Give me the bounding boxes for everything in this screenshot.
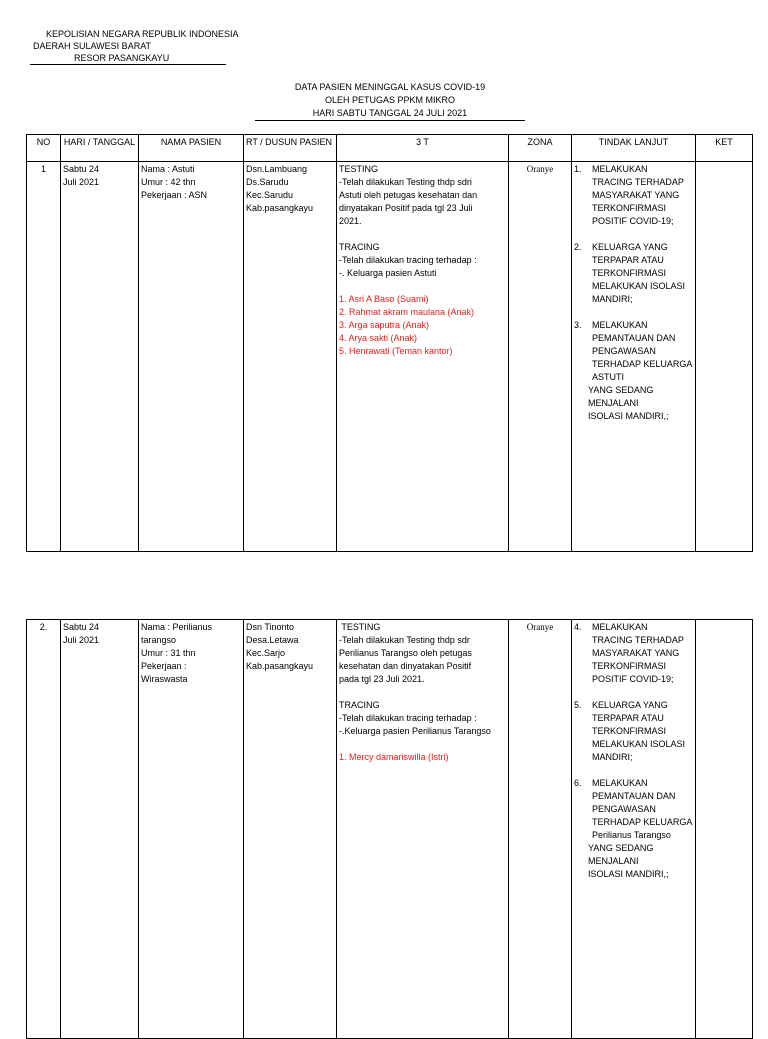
address-line: Kec.Sarudu	[246, 190, 294, 200]
testing-line: pada tgl 23 Juli 2021.	[339, 674, 425, 684]
row-date	[61, 620, 139, 1039]
row-zona: Oranye	[509, 620, 572, 1039]
action-line: MELAKUKAN ISOLASI	[592, 281, 686, 291]
date-line: Sabtu 24	[63, 164, 100, 174]
action-num: 6.	[574, 778, 582, 788]
date-line: Juli 2021	[63, 635, 100, 645]
action-line: TERKONFIRMASI	[592, 726, 667, 736]
action-line: TERPAPAR ATAU	[592, 255, 664, 265]
row-date	[61, 162, 139, 552]
action-line: MELAKUKAN	[592, 320, 648, 330]
row-action	[572, 620, 696, 1039]
action-line: KELUARGA YANG	[592, 700, 668, 710]
table-row	[27, 162, 753, 552]
action-list	[574, 163, 693, 384]
testing-line: -Telah dilakukan Testing thdp sdri	[339, 177, 472, 187]
row-patient	[139, 162, 244, 552]
address-line: Dsn Tinonto	[246, 622, 295, 632]
action-line: MELAKUKAN	[592, 164, 648, 174]
patient-line: Pekerjaan : ASN	[141, 190, 208, 200]
table-header-row	[27, 135, 753, 162]
action-item	[574, 163, 693, 228]
action-line: MASYARAKAT YANG	[592, 648, 680, 658]
action-item	[574, 699, 693, 764]
date-line: Sabtu 24	[63, 622, 100, 632]
address-line: Dsn.Lambuang	[246, 164, 308, 174]
patient-line: Nama : Astuti	[141, 164, 195, 174]
action-line: TRACING TERHADAP	[592, 177, 684, 187]
contact-item: 5. Henrawati (Teman kantor)	[339, 346, 453, 356]
address-line: Desa.Letawa	[246, 635, 299, 645]
contact-item: 4. Arya sakti (Anak)	[339, 333, 418, 343]
contact-item: 1. Asri A Baso (Suami)	[339, 294, 429, 304]
row-3t	[337, 162, 509, 552]
action-line: MANDIRI;	[592, 294, 633, 304]
col-header-zona: ZONA	[509, 135, 572, 162]
address-line: Kec.Sarjo	[246, 648, 286, 658]
action-line: MELAKUKAN	[592, 778, 648, 788]
patient-line: Umur : 42 thn	[141, 177, 196, 187]
action-tail-line: MENJALANI	[588, 398, 639, 408]
action-tail-line: YANG SEDANG	[588, 385, 654, 395]
action-num: 3.	[574, 320, 582, 330]
title-underline	[255, 120, 525, 121]
letterhead-line2: DAERAH SULAWESI BARAT	[33, 41, 152, 51]
action-line: TERKONFIRMASI	[592, 203, 667, 213]
row-address	[244, 620, 337, 1039]
action-line: POSITIF COVID-19;	[592, 674, 674, 684]
row-ket	[696, 620, 753, 1039]
action-line: POSITIF COVID-19;	[592, 216, 674, 226]
testing-line: dinyatakan Positif pada tgl 23 Juli	[339, 203, 473, 213]
action-line: PENGAWASAN	[592, 804, 656, 814]
action-tail-line: ISOLASI MANDIRI,;	[588, 869, 669, 879]
testing-title: TESTING	[339, 164, 379, 174]
tracing-line: -Telah dilakukan tracing terhadap :	[339, 255, 477, 265]
action-num: 1.	[574, 164, 582, 174]
action-line: TERHADAP KELUARGA	[592, 359, 693, 369]
action-item	[574, 777, 693, 842]
col-header-patient: NAMA PASIEN	[139, 135, 244, 162]
action-line: TERKONFIRMASI	[592, 268, 667, 278]
action-tail-line: ISOLASI MANDIRI,;	[588, 411, 669, 421]
patient-line: Pekerjaan :	[141, 661, 187, 671]
action-num: 5.	[574, 700, 582, 710]
date-line: Juli 2021	[63, 177, 100, 187]
action-line: PEMANTAUAN DAN	[592, 333, 676, 343]
row-ket	[696, 162, 753, 552]
action-line: TERPAPAR ATAU	[592, 713, 664, 723]
document-title	[230, 81, 550, 121]
contact-item: 1. Mercy damariswilla (Istri)	[339, 752, 449, 762]
action-item	[574, 621, 693, 686]
letterhead-underline	[30, 64, 226, 65]
row-no: 2.	[27, 620, 61, 1039]
action-line: PEMANTAUAN DAN	[592, 791, 676, 801]
address-line: Kab.pasangkayu	[246, 203, 314, 213]
letterhead-line3: RESOR PASANGKAYU	[74, 53, 170, 63]
col-header-no: NO	[27, 135, 61, 162]
testing-line: Astuti oleh petugas kesehatan dan	[339, 190, 478, 200]
action-line: TERKONFIRMASI	[592, 661, 667, 671]
title-line3: HARI SABTU TANGGAL 24 JULI 2021	[312, 108, 468, 118]
testing-line: kesehatan dan dinyatakan Positif	[339, 661, 472, 671]
patient-table-2	[26, 619, 753, 1039]
col-header-ket: KET	[696, 135, 753, 162]
address-line: Ds.Sarudu	[246, 177, 289, 187]
row-patient	[139, 620, 244, 1039]
action-line: PENGAWASAN	[592, 346, 656, 356]
action-num: 2.	[574, 242, 582, 252]
contact-item: 3. Arga saputra (Anak)	[339, 320, 430, 330]
row-action	[572, 162, 696, 552]
action-line: TRACING TERHADAP	[592, 635, 684, 645]
letterhead-line1: KEPOLISIAN NEGARA REPUBLIK INDONESIA	[46, 29, 239, 39]
row-zona: Oranye	[509, 162, 572, 552]
title-line2: OLEH PETUGAS PPKM MIKRO	[324, 95, 456, 105]
action-line: ASTUTI	[592, 372, 625, 382]
col-header-action: TINDAK LANJUT	[572, 135, 696, 162]
action-num: 4.	[574, 622, 582, 632]
patient-line: tarangso	[141, 635, 177, 645]
tracing-title: TRACING	[339, 700, 380, 710]
patient-line: Nama : Perilianus	[141, 622, 213, 632]
action-tail-line: YANG SEDANG	[588, 843, 654, 853]
testing-title: TESTING	[339, 622, 381, 632]
address-line: Kab.pasangkayu	[246, 661, 314, 671]
testing-line: Perilianus Tarangso oleh petugas	[339, 648, 472, 658]
action-list	[574, 621, 693, 842]
action-item	[574, 241, 693, 306]
tracing-title: TRACING	[339, 242, 380, 252]
testing-line: 2021.	[339, 216, 362, 226]
contact-item: 2. Rahmat akram maulana (Anak)	[339, 307, 475, 317]
tracing-line: -. Keluarga pasien Astuti	[339, 268, 437, 278]
tracing-line: -.Keluarga pasien Perilianus Tarangso	[339, 726, 491, 736]
action-item	[574, 319, 693, 384]
testing-line: -Telah dilakukan Testing thdp sdr	[339, 635, 470, 645]
patient-line: Umur : 31 thn	[141, 648, 196, 658]
action-line: Perilianus Tarangso	[592, 830, 671, 840]
patient-table-1	[26, 134, 753, 552]
action-line: MANDIRI;	[592, 752, 633, 762]
action-line: MASYARAKAT YANG	[592, 190, 680, 200]
row-no: 1	[27, 162, 61, 552]
action-line: MELAKUKAN	[592, 622, 648, 632]
row-address	[244, 162, 337, 552]
table-row	[27, 620, 753, 1039]
letterhead	[30, 28, 240, 65]
col-header-address: RT / DUSUN PASIEN	[244, 135, 337, 162]
row-3t	[337, 620, 509, 1039]
action-line: KELUARGA YANG	[592, 242, 668, 252]
tracing-line: -Telah dilakukan tracing terhadap :	[339, 713, 477, 723]
action-line: MELAKUKAN ISOLASI	[592, 739, 686, 749]
col-header-3t: 3 T	[337, 135, 509, 162]
action-line: TERHADAP KELUARGA	[592, 817, 693, 827]
title-line1: DATA PASIEN MENINGGAL KASUS COVID-19	[294, 82, 486, 92]
col-header-date: HARI / TANGGAL	[61, 135, 139, 162]
action-tail-line: MENJALANI	[588, 856, 639, 866]
patient-line: Wiraswasta	[141, 674, 188, 684]
